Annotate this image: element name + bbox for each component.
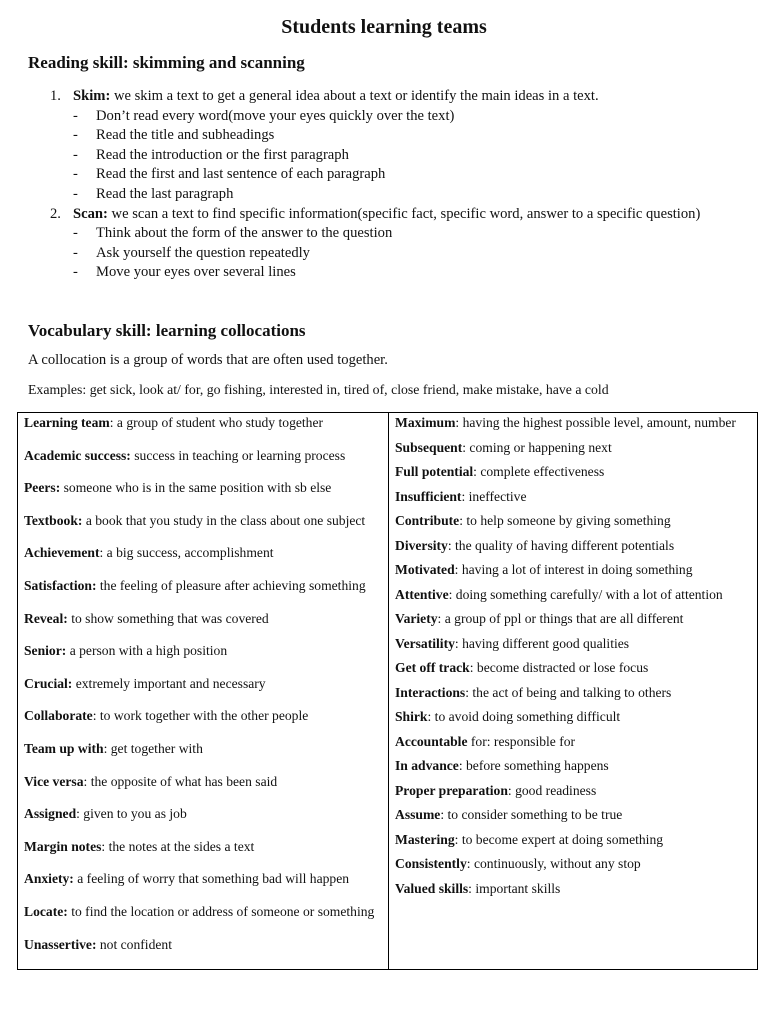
vocabulary-entry bbox=[24, 937, 388, 970]
vocabulary-definition: : the notes at the sides a text bbox=[101, 838, 255, 854]
vocabulary-definition: : the act of being and talking to others bbox=[465, 684, 672, 700]
vocabulary-entry bbox=[395, 587, 757, 612]
vocabulary-term: Consistently bbox=[395, 856, 467, 871]
vocabulary-entry bbox=[395, 562, 757, 587]
vocabulary-definition: : a group of student who study together bbox=[109, 415, 324, 430]
vocabulary-term: Margin notes bbox=[24, 838, 102, 854]
vocabulary-definition: : become distracted or lose focus bbox=[469, 660, 649, 675]
vocabulary-definition: : given to you as job bbox=[76, 806, 187, 822]
vocabulary-entry bbox=[24, 839, 388, 872]
vocabulary-entry bbox=[395, 660, 757, 685]
vocabulary-entry bbox=[24, 480, 388, 513]
vocabulary-term: Insufficient bbox=[395, 488, 462, 504]
vocabulary-term: Senior: bbox=[24, 643, 67, 659]
vocabulary-term: Versatility bbox=[395, 635, 455, 651]
vocabulary-definition: : ineffective bbox=[461, 488, 527, 504]
vocabulary-term: Diversity bbox=[395, 537, 448, 553]
vocabulary-definition: : complete effectiveness bbox=[473, 464, 605, 479]
vocabulary-definition: a book that you study in the class about one subject bbox=[82, 512, 366, 528]
vocabulary-definition: : having a lot of interest in doing something bbox=[454, 562, 693, 577]
vocabulary-term: Motivated bbox=[395, 562, 455, 577]
list-item: - Don’t read every word(move your eyes quickly over the text) bbox=[73, 107, 455, 124]
vocabulary-term: Proper preparation bbox=[395, 782, 508, 798]
vocabulary-term: Full potential bbox=[395, 464, 474, 479]
vocabulary-definition: extremely important and necessary bbox=[72, 675, 266, 691]
vocabulary-entry bbox=[24, 643, 388, 676]
vocabulary-term: Get off track bbox=[395, 660, 470, 675]
vocabulary-term: Reveal: bbox=[24, 610, 68, 626]
vocabulary-skill-heading: Vocabulary skill: learning collocations bbox=[28, 321, 306, 340]
vocabulary-definition: : good readiness bbox=[507, 782, 597, 798]
vocabulary-term: Attentive bbox=[395, 586, 449, 602]
vocabulary-definition: : important skills bbox=[468, 880, 561, 896]
collocation-definition: A collocation is a group of words that are often used together. bbox=[28, 352, 388, 368]
vocabulary-entry bbox=[24, 708, 388, 741]
vocabulary-term: Learning team bbox=[24, 415, 110, 430]
vocabulary-entry bbox=[24, 871, 388, 904]
list-item: - Think about the form of the answer to the question bbox=[73, 225, 393, 242]
list-item: - Ask yourself the question repeatedly bbox=[73, 244, 310, 261]
vocabulary-definition: : to work together with the other people bbox=[92, 708, 309, 724]
vocabulary-entry bbox=[24, 578, 388, 611]
skim-definition: we skim a text to get a general idea about a text or identify the main ideas in a text. bbox=[110, 88, 599, 104]
vocabulary-term: In advance bbox=[395, 758, 459, 773]
vocabulary-definition: to find the location or address of someone or something bbox=[67, 903, 375, 919]
vocabulary-definition: not confident bbox=[96, 936, 172, 952]
scan-term: Scan: bbox=[73, 205, 108, 222]
vocabulary-definition: : continuously, without any stop bbox=[466, 856, 641, 871]
vocabulary-definition: : doing something carefully/ with a lot of attention bbox=[448, 586, 723, 602]
vocabulary-definition: to show something that was covered bbox=[67, 610, 269, 626]
vocabulary-definition: : having different good qualities bbox=[454, 635, 630, 651]
vocabulary-term: Assume bbox=[395, 807, 441, 822]
vocabulary-term: Achievement bbox=[24, 545, 100, 561]
vocabulary-definition: : coming or happening next bbox=[462, 439, 612, 455]
vocabulary-entry bbox=[395, 856, 757, 881]
vocabulary-term: Interactions bbox=[395, 684, 466, 700]
vocabulary-term: Satisfaction: bbox=[24, 577, 97, 593]
skim-term: Skim: bbox=[73, 88, 111, 104]
vocabulary-term: Contribute bbox=[395, 513, 460, 528]
vocabulary-entry bbox=[395, 538, 757, 563]
vocabulary-definition: : to become expert at doing something bbox=[454, 831, 664, 847]
list-number: 2. bbox=[50, 205, 61, 222]
vocabulary-term: Unassertive: bbox=[24, 936, 97, 952]
vocabulary-definition: a person with a high position bbox=[66, 643, 228, 659]
vocabulary-term: Accountable bbox=[395, 733, 468, 749]
vocabulary-entry bbox=[395, 685, 757, 710]
vocabulary-entry bbox=[24, 741, 388, 774]
vocabulary-column-right bbox=[389, 413, 757, 969]
vocabulary-definition: : a big success, accomplishment bbox=[99, 545, 274, 561]
vocabulary-term: Team up with bbox=[24, 740, 104, 756]
vocabulary-term: Valued skills bbox=[395, 880, 469, 896]
vocabulary-entry bbox=[24, 448, 388, 481]
vocabulary-term: Variety bbox=[395, 611, 438, 626]
vocabulary-entry bbox=[395, 415, 757, 440]
vocabulary-term: Subsequent bbox=[395, 439, 463, 455]
vocabulary-definition: a feeling of worry that something bad will happen bbox=[73, 871, 350, 887]
vocabulary-term: Peers: bbox=[24, 480, 61, 496]
vocabulary-definition: : before something happens bbox=[458, 758, 609, 773]
vocabulary-term: Crucial: bbox=[24, 675, 73, 691]
vocabulary-entry bbox=[395, 513, 757, 538]
vocabulary-definition: : the opposite of what has been said bbox=[83, 773, 278, 789]
list-item: - Read the first and last sentence of each paragraph bbox=[73, 166, 386, 183]
vocabulary-entry bbox=[395, 464, 757, 489]
vocabulary-definition: for: responsible for bbox=[467, 733, 576, 749]
list-item: - Read the introduction or the first paragraph bbox=[73, 146, 349, 163]
vocabulary-definition: : a group of ppl or things that are all different bbox=[437, 611, 684, 626]
vocabulary-entry bbox=[24, 611, 388, 644]
scan-item bbox=[50, 205, 750, 283]
vocabulary-definition: : get together with bbox=[103, 740, 203, 756]
vocabulary-term: Mastering bbox=[395, 831, 455, 847]
vocabulary-definition: success in teaching or learning process bbox=[130, 447, 346, 463]
vocabulary-entry bbox=[395, 489, 757, 514]
list-item: - Read the last paragraph bbox=[73, 185, 234, 202]
page-title: Students learning teams bbox=[281, 16, 487, 38]
vocabulary-term: Locate: bbox=[24, 903, 68, 919]
reading-skill-heading: Reading skill: skimming and scanning bbox=[28, 53, 305, 72]
vocabulary-entry bbox=[24, 806, 388, 839]
vocabulary-column-left bbox=[18, 413, 389, 969]
vocabulary-definition: someone who is in the same position with sb else bbox=[60, 480, 332, 496]
vocabulary-entry bbox=[24, 415, 388, 448]
vocabulary-entry bbox=[395, 440, 757, 465]
vocabulary-definition: : the quality of having different potentials bbox=[447, 537, 675, 553]
vocabulary-definition: : to avoid doing something difficult bbox=[427, 709, 621, 724]
vocabulary-term: Maximum bbox=[395, 415, 456, 430]
vocabulary-entry bbox=[395, 832, 757, 857]
vocabulary-table bbox=[17, 412, 758, 970]
vocabulary-entry bbox=[395, 758, 757, 783]
vocabulary-term: Collaborate bbox=[24, 708, 93, 724]
vocabulary-entry bbox=[24, 774, 388, 807]
vocabulary-entry bbox=[395, 709, 757, 734]
vocabulary-definition: : to help someone by giving something bbox=[459, 513, 671, 528]
vocabulary-entry bbox=[24, 676, 388, 709]
vocabulary-term: Textbook: bbox=[24, 512, 83, 528]
vocabulary-entry bbox=[395, 611, 757, 636]
collocation-examples: Examples: get sick, look at/ for, go fishing, interested in, tired of, close friend, make mistake, have a cold bbox=[28, 382, 609, 397]
reading-skill-list bbox=[50, 87, 750, 283]
vocabulary-term: Shirk bbox=[395, 709, 428, 724]
vocabulary-term: Assigned bbox=[24, 806, 77, 822]
vocabulary-entry bbox=[395, 636, 757, 661]
vocabulary-entry bbox=[395, 783, 757, 808]
list-item: - Read the title and subheadings bbox=[73, 127, 275, 144]
scan-definition: we scan a text to find specific information(specific fact, specific word, answer to a specific question) bbox=[107, 205, 701, 222]
list-number: 1. bbox=[50, 88, 61, 104]
skim-item bbox=[50, 87, 750, 205]
vocabulary-definition: the feeling of pleasure after achieving something bbox=[96, 577, 366, 593]
vocabulary-entry bbox=[395, 807, 757, 832]
vocabulary-entry bbox=[24, 513, 388, 546]
vocabulary-entry bbox=[24, 904, 388, 937]
vocabulary-term: Academic success: bbox=[24, 447, 131, 463]
vocabulary-entry bbox=[24, 545, 388, 578]
vocabulary-entry bbox=[395, 881, 757, 906]
list-item: - Move your eyes over several lines bbox=[73, 264, 296, 281]
vocabulary-definition: : to consider something to be true bbox=[440, 807, 623, 822]
vocabulary-entry bbox=[395, 734, 757, 759]
vocabulary-definition: : having the highest possible level, amount, number bbox=[455, 415, 736, 430]
vocabulary-term: Vice versa bbox=[24, 773, 84, 789]
vocabulary-term: Anxiety: bbox=[24, 871, 74, 887]
